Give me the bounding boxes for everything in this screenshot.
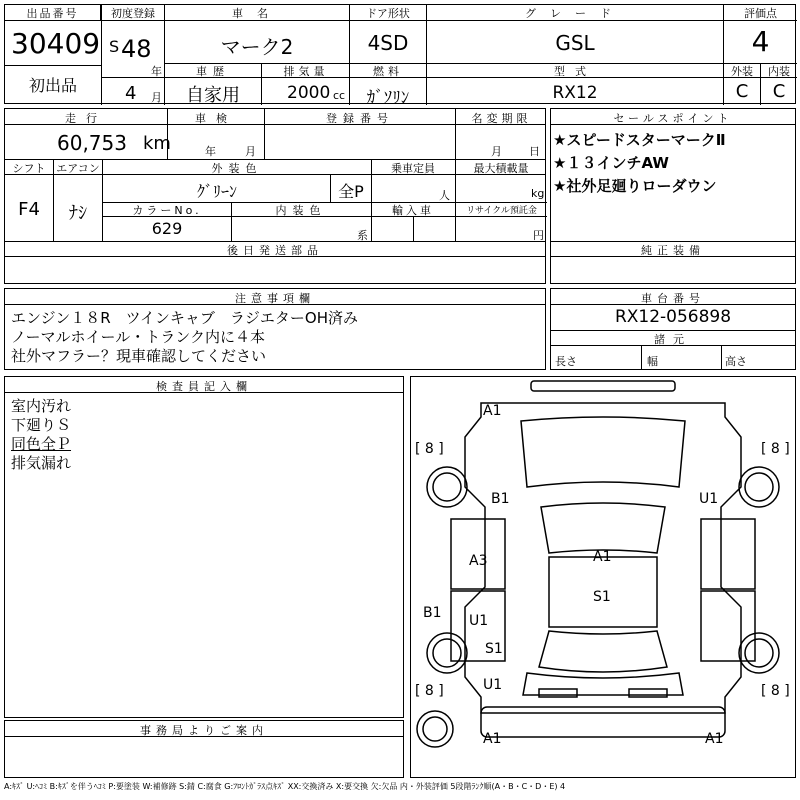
color-no-label: カラーNo. <box>132 204 202 217</box>
era: S <box>109 37 120 56</box>
width-label: 幅 <box>647 355 658 368</box>
vehicle-detail-table <box>4 108 546 284</box>
first-reg-label: 初度登録 <box>102 5 164 21</box>
nc-day-unit: 日 <box>529 145 540 158</box>
inspector-line-1: 室内汚れ <box>11 397 72 415</box>
history-label: 車歴 <box>196 65 230 78</box>
cc-unit: cc <box>333 89 346 102</box>
car-name-label: 車名 <box>165 5 349 21</box>
int-label: 内装 <box>768 65 790 78</box>
later-parts-label: 後日発送部品 <box>227 244 323 257</box>
model-label: 型式 <box>554 65 596 78</box>
air-conditioner: ﾅｼ <box>69 203 87 224</box>
recycle-label: リサイクル預託金 <box>466 206 537 216</box>
mark-left-quarter: S1 <box>485 641 503 657</box>
inspector-box <box>4 376 404 718</box>
nc-month-unit: 月 <box>491 145 502 158</box>
sales-point-1: ★スピードスターマークⅡ <box>553 131 726 149</box>
reg-year: 48 <box>121 35 152 63</box>
inspector-line-4: 排気漏れ <box>11 454 72 472</box>
kg-unit: kg <box>531 187 545 200</box>
ac-label: エアコン <box>56 162 100 175</box>
inspector-line-3: 同色全Ｐ <box>11 435 72 453</box>
car-name: マーク2 <box>220 35 294 59</box>
chassis-box <box>550 288 796 370</box>
shift: F4 <box>18 199 40 220</box>
first-listing: 初出品 <box>28 76 77 95</box>
windshield-panel <box>541 503 665 553</box>
ext-grade: C <box>735 81 749 102</box>
grade-label: グレード <box>427 5 723 21</box>
length-label: 長さ <box>555 355 577 368</box>
km-unit: km <box>143 133 171 154</box>
header-info-table <box>4 4 796 108</box>
front-bumper <box>531 381 675 391</box>
mileage: 60,753 <box>57 131 127 155</box>
tire-rear-left-depth: [ 8 ] <box>415 683 444 699</box>
fuel: ｶﾞｿﾘﾝ <box>366 88 410 108</box>
displacement: 2000 <box>287 83 331 103</box>
month-unit: 月 <box>151 91 162 104</box>
sales-points-box <box>550 108 796 284</box>
reg-month: 4 <box>125 83 137 104</box>
history: 自家用 <box>186 85 240 106</box>
score-label: 評価点 <box>724 5 797 21</box>
genuine-label: 純正装備 <box>641 244 705 257</box>
mark-left-fender: B1 <box>491 491 510 507</box>
office-box <box>4 720 404 778</box>
year-unit: 年 <box>151 65 162 78</box>
mileage-label: 走行 <box>65 112 107 125</box>
mark-left-rocker: B1 <box>423 605 442 621</box>
right-rear-door <box>701 591 755 661</box>
displacement-label: 排気量 <box>283 65 329 78</box>
car-diagram-svg <box>411 377 795 777</box>
ext-label: 外装 <box>731 65 753 78</box>
note-line-1: エンジン１８R ツインキャブ ラジエターOH済み <box>11 309 359 327</box>
tire-front-left-depth: [ 8 ] <box>415 441 444 457</box>
mark-right-fender: U1 <box>699 491 719 507</box>
note-line-3: 社外マフラー？現車確認してください <box>11 347 267 365</box>
legend: A:ｷｽﾞ U:ﾍｺﾐ B:ｷｽﾞを伴うﾍｺﾐ P:要塗装 W:補修跡 S:錆 C:腐食 G:ﾌﾛﾝﾄｶﾞﾗｽ点ｷｽﾞ XX:交換済み X:要交換 欠:欠品 内・外装評価 5段階ﾗﾝｸ順(A・B・C・D・E) 4 <box>4 782 566 791</box>
color-no: 629 <box>151 219 183 238</box>
reg-no-label: 登録番号 <box>326 112 394 125</box>
chassis-number: RX12-056898 <box>614 307 732 327</box>
fuel-label: 燃料 <box>373 65 403 78</box>
right-front-door <box>701 519 755 589</box>
person-unit: 人 <box>439 189 450 202</box>
height-label: 高さ <box>725 355 747 368</box>
int-grade: C <box>772 81 786 102</box>
inspector-label: 検査員記入欄 <box>156 380 252 393</box>
mark-left-rear-door: U1 <box>469 613 489 629</box>
mark-rear-bumper-right: A1 <box>705 731 724 747</box>
sales-point-3: ★社外足廻りローダウン <box>553 177 717 195</box>
model-code: RX12 <box>552 83 598 103</box>
int-color-label: 内装色 <box>275 204 327 217</box>
import-label: 輸入車 <box>392 204 434 217</box>
all-paint: 全P <box>338 182 364 201</box>
mark-rear-bumper-left: A1 <box>483 731 502 747</box>
chassis-label: 車台番号 <box>641 292 705 305</box>
inspector-line-2: 下廻りＳ <box>11 416 72 434</box>
shift-label: シフト <box>12 162 46 175</box>
ext-color-label: 外装色 <box>211 162 263 175</box>
inspection-month-unit: 月 <box>245 145 256 158</box>
mark-left-front-door: A3 <box>469 553 488 569</box>
score: 4 <box>751 25 770 58</box>
mark-roof-front: A1 <box>593 549 612 565</box>
specs-label: 諸元 <box>654 333 692 346</box>
max-load-label: 最大積載量 <box>473 162 529 175</box>
office-label: 事務局よりご案内 <box>140 724 268 737</box>
door-label: ドア形状 <box>350 5 426 21</box>
rear-bumper <box>481 707 725 737</box>
door-type: 4SD <box>367 31 409 55</box>
mark-roof-rear: S1 <box>593 589 611 605</box>
notes-box <box>4 288 546 370</box>
capacity-label: 乗車定員 <box>391 162 435 175</box>
lot-no-label: 出品番号 <box>26 7 79 20</box>
mark-left-rear: U1 <box>483 677 503 693</box>
car-diagram <box>410 376 796 778</box>
name-change-label: 名変期限 <box>471 112 532 125</box>
tire-front-right-depth: [ 8 ] <box>761 441 790 457</box>
mark-front-bumper: A1 <box>483 403 502 419</box>
lot-number: 30409 <box>11 27 101 60</box>
inspection-year-unit: 年 <box>205 145 216 158</box>
ext-color: ｸﾞﾘｰﾝ <box>196 182 237 201</box>
trunk-panel <box>523 673 683 695</box>
sales-label: セールスポイント <box>613 112 733 125</box>
tire-rear-right-depth: [ 8 ] <box>761 683 790 699</box>
hood-panel <box>521 417 685 487</box>
rear-window-panel <box>539 631 667 672</box>
notes-label: 注意事項欄 <box>235 292 315 305</box>
kei-unit: 系 <box>357 229 368 242</box>
note-line-2: ノーマルホイール・トランク内に４本 <box>11 328 265 346</box>
sales-point-2: ★１３インチAW <box>553 154 669 172</box>
yen-unit: 円 <box>533 229 544 242</box>
grade: GSL <box>555 31 595 55</box>
inspection-label: 車検 <box>195 112 237 125</box>
